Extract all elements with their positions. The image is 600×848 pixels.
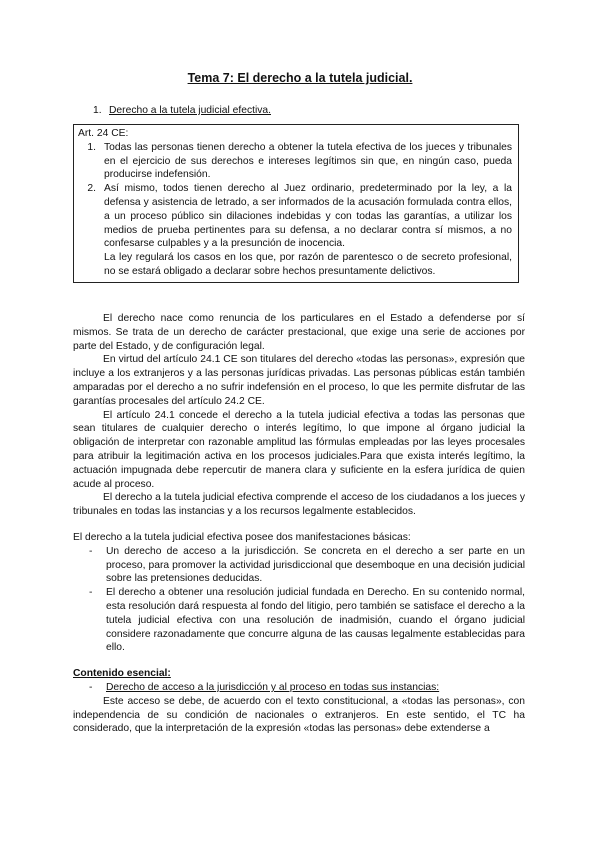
document-body bbox=[73, 312, 525, 736]
article-item bbox=[78, 141, 514, 182]
list-item bbox=[73, 586, 525, 655]
section-heading bbox=[93, 104, 271, 118]
bullet-dash: - bbox=[89, 681, 93, 693]
paragraph: En virtud del artículo 24.1 CE son titulares del derecho «todas las personas», expresión que incluye a los extranjeros y a las personas jurídicas privadas. Las personas públicas están también amparadas por el derecho a no sufrir indefensión en el proceso, lo que les permite disfrutar de las garantías procesales del artículo 24.2 CE. bbox=[73, 354, 525, 407]
list-item bbox=[73, 681, 525, 695]
contenido-list bbox=[73, 681, 525, 695]
article-extra: La ley regulará los casos en los que, por razón de parentesco o de secreto profesional, no se estará obligado a declarar sobre hechos presuntamente delictivos. bbox=[104, 252, 512, 277]
article-list bbox=[78, 141, 514, 251]
article-item-number: 1. bbox=[87, 141, 96, 153]
list-item bbox=[73, 545, 525, 586]
contenido-subheading: Derecho de acceso a la jurisdicción y al proceso en todas sus instancias: bbox=[106, 681, 440, 693]
section-label: Derecho a la tutela judicial efectiva. bbox=[109, 105, 271, 116]
section-number: 1. bbox=[93, 105, 102, 116]
article-item-text: Todas las personas tienen derecho a obtener la tutela efectiva de los jueces y tribunales en el ejercicio de sus derechos e intereses legítimos sin que, en ningún caso, pueda producirse indefensión. bbox=[104, 141, 512, 181]
article-item bbox=[78, 182, 514, 251]
list-item-text: El derecho a obtener una resolución judicial fundada en Derecho. En su contenido normal, esta resolución dará respuesta al fondo del litigio, pero también se satisface el derecho a la tutela judicial efectiva con una resolución de inadmisión, cuando el órgano judicial considere razonadamente que concurre alguna de las causas legalmente establecidas para ello. bbox=[106, 587, 525, 654]
article-heading: Art. 24 CE: bbox=[78, 128, 129, 139]
paragraph: El derecho a la tutela judicial efectiva comprende el acceso de los ciudadanos a los jueces y tribunales en todas las instancias y a los recursos legalmente establecidos. bbox=[73, 492, 525, 518]
paragraph: El derecho nace como renuncia de los particulares en el Estado a defenderse por sí mismos. Se trata de un derecho de carácter prestacional, que exige una serie de acciones por parte del Estado, y de configuración legal. bbox=[73, 313, 525, 352]
page-title: Tema 7: El derecho a la tutela judicial. bbox=[187, 71, 413, 85]
article-item-text: Así mismo, todos tienen derecho al Juez ordinario, predeterminado por la ley, a la defensa y asistencia de letrado, a ser informados de la acusación formulada contra ellos, a un proceso público sin dilaciones indebidas y con todas las garantías, a utilizar los medios de prueba pertinentes para su defensa, a no declarar contra sí mismos, a no confesarse culpables y a la presunción de inocencia. bbox=[104, 183, 512, 250]
article-item-number: 2. bbox=[87, 183, 96, 195]
manifestations-list bbox=[73, 545, 525, 655]
bullet-dash: - bbox=[89, 545, 93, 557]
paragraph: El artículo 24.1 concede el derecho a la tutela judicial efectiva a todas las personas que sean titulares de cualquier derecho o interés legítimo, lo que impone al órgano judicial la obligación de interpretar con razonable amplitud las fórmulas empleadas por las leyes procesales para atribuir la legitimación activa en los procesos judiciales.Para que exista interés legítimo, la actuación impugnada debe repercutir de manera clara y suficiente en la esfera jurídica de quien acude al proceso. bbox=[73, 409, 525, 490]
contenido-heading: Contenido esencial: bbox=[73, 668, 171, 680]
manifestations-intro: El derecho a la tutela judicial efectiva posee dos manifestaciones básicas: bbox=[73, 531, 411, 543]
paragraph: Este acceso se debe, de acuerdo con el texto constitucional, a «todas las personas», con independencia de su condición de nacionales o extranjeros. En este sentido, el TC ha considerado, que la interpretación de la expresión «todas las personas» debe extenderse a bbox=[73, 695, 525, 735]
article-box bbox=[73, 124, 519, 283]
list-item-text: Un derecho de acceso a la jurisdicción. Se concreta en el derecho a ser parte en un proceso, para promover la actividad jurisdiccional que desemboque en una decisión judicial sobre las pretensiones deducidas. bbox=[106, 545, 525, 585]
bullet-dash: - bbox=[89, 587, 93, 599]
